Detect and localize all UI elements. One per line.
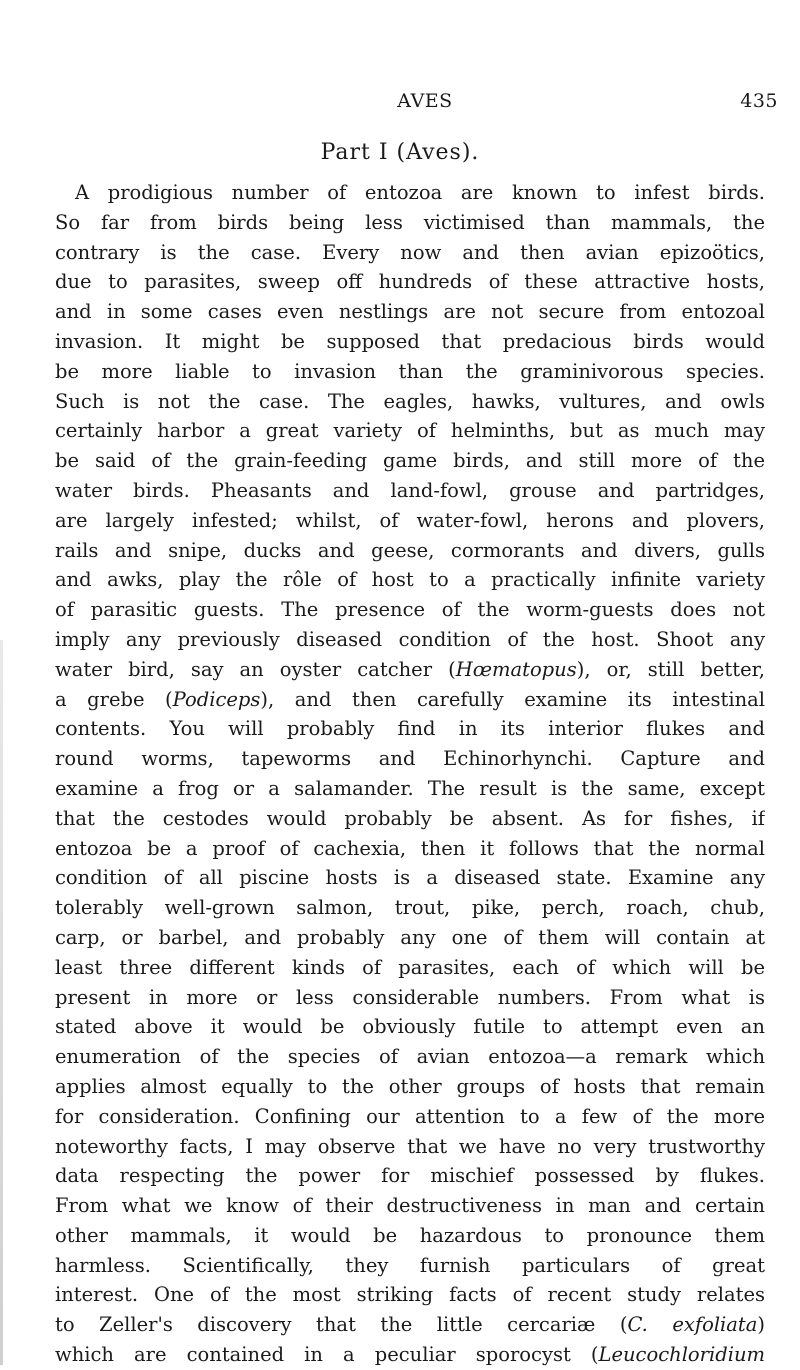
text-line: are largely infested; whilst, of water-fowl, herons and plovers, bbox=[55, 508, 765, 532]
text-line: and in some cases even nestlings are not secure from entozoal bbox=[55, 300, 765, 324]
text-line: water birds. Pheasants and land-fowl, grouse and partridges, bbox=[55, 478, 765, 502]
page-number: 435 bbox=[740, 90, 778, 112]
text-line: other mammals, it would be hazardous to pronounce them bbox=[55, 1223, 765, 1247]
text-line: examine a frog or a salamander. The result is the same, except bbox=[55, 776, 765, 800]
text-line: interest. One of the most striking facts of recent study relates bbox=[55, 1283, 765, 1307]
text-line: imply any previously diseased condition of the host. Shoot any bbox=[55, 627, 765, 651]
text-line: carp, or barbel, and probably any one of them will contain at bbox=[55, 925, 765, 949]
text-line: data respecting the power for mischief possessed by flukes. bbox=[55, 1164, 765, 1188]
page-edge-shadow bbox=[0, 640, 3, 1365]
text-line: contrary is the case. Every now and then avian epizoötics, bbox=[55, 240, 765, 264]
text-line: enumeration of the species of avian entozoa—a remark which bbox=[55, 1045, 765, 1069]
running-head bbox=[72, 90, 778, 120]
text-line: and awks, play the rôle of host to a practically infinite variety bbox=[55, 568, 765, 592]
text-line: invasion. It might be supposed that predacious birds would bbox=[55, 329, 765, 353]
text-line: rails and snipe, ducks and geese, cormorants and divers, gulls bbox=[55, 538, 765, 562]
text-line: certainly harbor a great variety of helminths, but as much may bbox=[55, 419, 765, 443]
text-line: present in more or less considerable numbers. From what is bbox=[55, 985, 765, 1009]
text-line: a grebe (Podiceps), and then carefully examine its intestinal bbox=[55, 687, 765, 711]
text-line: noteworthy facts, I may observe that we have no very trustworthy bbox=[55, 1134, 765, 1158]
text-line: due to parasites, sweep off hundreds of these attractive hosts, bbox=[55, 270, 765, 294]
text-line: applies almost equally to the other groups of hosts that remain bbox=[55, 1074, 765, 1098]
text-line: be more liable to invasion than the graminivorous species. bbox=[55, 359, 765, 383]
italic-term: Podiceps bbox=[172, 687, 261, 711]
text-line: be said of the grain-feeding game birds, and still more of the bbox=[55, 449, 765, 473]
text-line: entozoa be a proof of cachexia, then it follows that the normal bbox=[55, 836, 765, 860]
body-paragraph bbox=[55, 178, 765, 1370]
text-line: tolerably well-grown salmon, trout, pike, perch, roach, chub, bbox=[55, 896, 765, 920]
text-line: stated above it would be obviously futile to attempt even an bbox=[55, 1015, 765, 1039]
text-line: to Zeller's discovery that the little cercariæ (C. exfoliata) bbox=[55, 1313, 765, 1337]
text-line: water bird, say an oyster catcher (Hœmatopus), or, still better, bbox=[55, 657, 765, 681]
text-line: Such is not the case. The eagles, hawks, vultures, and owls bbox=[55, 389, 765, 413]
italic-term: Leucochloridium bbox=[598, 1343, 765, 1367]
text-line: contents. You will probably find in its interior flukes and bbox=[55, 717, 765, 741]
text-line: round worms, tapeworms and Echinorhynchi. Capture and bbox=[55, 747, 765, 771]
section-heading: Part I (Aves). bbox=[320, 140, 480, 165]
italic-term: Hœmatopus bbox=[455, 657, 577, 681]
text-line: A prodigious number of entozoa are known to infest birds. bbox=[75, 181, 765, 204]
text-line: that the cestodes would probably be absent. As for fishes, if bbox=[55, 806, 765, 830]
text-line: least three different kinds of parasites, each of which will be bbox=[55, 955, 765, 979]
text-line: harmless. Scientifically, they furnish particulars of great bbox=[55, 1253, 765, 1277]
text-line: for consideration. Confining our attention to a few of the more bbox=[55, 1104, 765, 1128]
text-line: of parasitic guests. The presence of the worm-guests does not bbox=[55, 598, 765, 622]
italic-term: C. exfoliata bbox=[627, 1313, 758, 1337]
text-line: condition of all piscine hosts is a diseased state. Examine any bbox=[55, 866, 765, 890]
text-line: So far from birds being less victimised than mammals, the bbox=[55, 210, 765, 234]
text-line: which are contained in a peculiar sporocyst (Leucochloridium bbox=[55, 1343, 765, 1367]
text-line: From what we know of their destructiveness in man and certain bbox=[55, 1194, 765, 1218]
running-head-title: AVES bbox=[397, 90, 453, 112]
